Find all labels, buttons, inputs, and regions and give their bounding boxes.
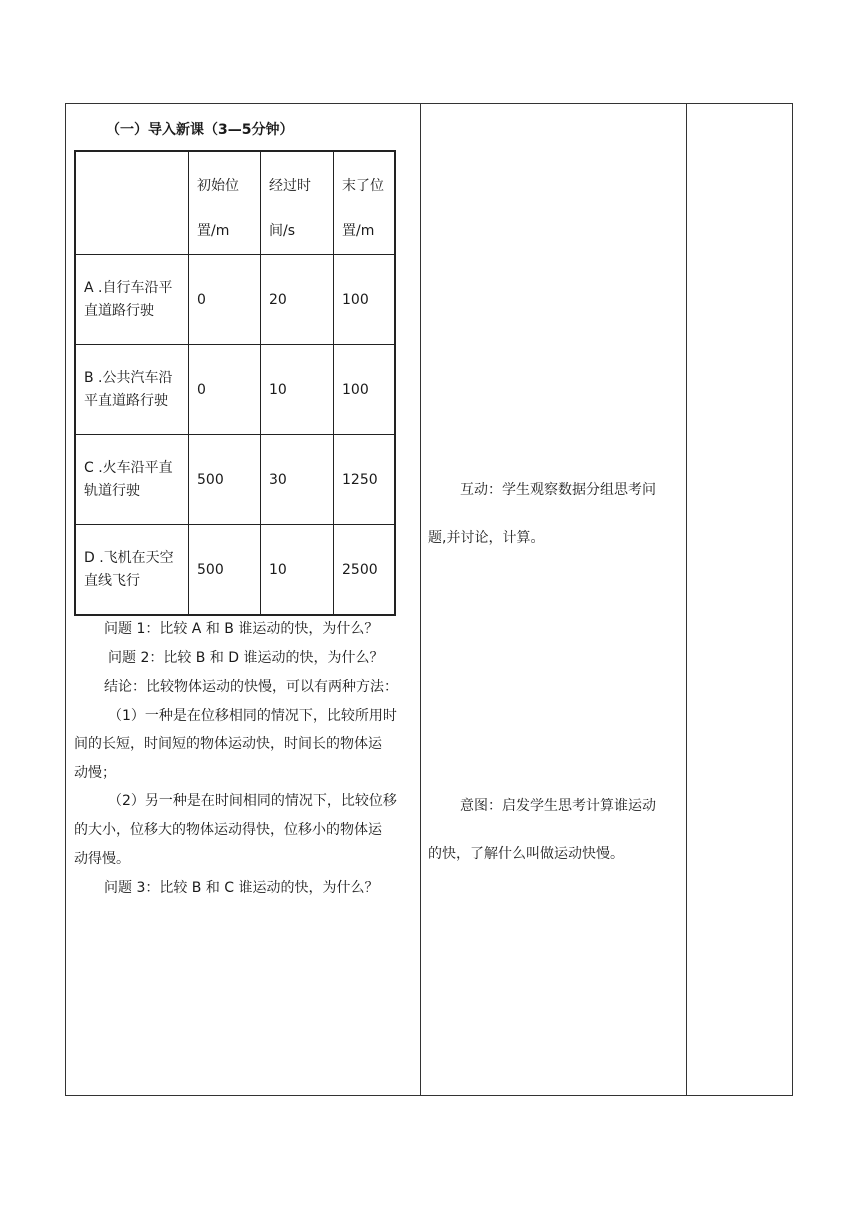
end-position-cell: 100 (334, 255, 396, 345)
interaction-note-line: 题,并讨论，计算。 (428, 530, 545, 546)
table-row (75, 345, 395, 435)
conclusion-text: 结论：比较物体运动的快慢，可以有两种方法： (104, 679, 398, 695)
header-cell: 经过时间/s (261, 151, 334, 255)
column-divider (686, 104, 687, 1095)
table-row (75, 525, 395, 616)
elapsed-time-cell: 10 (261, 345, 334, 435)
row-label: A .自行车沿平直道路行驶 (75, 255, 189, 345)
question-1: 问题 1：比较 A 和 B 谁运动的快，为什么？ (104, 621, 379, 637)
section-heading: （一）导入新课（3—5分钟） (106, 122, 294, 138)
method-2-line: （2）另一种是在时间相同的情况下，比较位移 (108, 793, 397, 809)
row-label: D .飞机在天空直线飞行 (75, 525, 189, 616)
method-1-line: （1）一种是在位移相同的情况下，比较所用时 (108, 708, 397, 724)
method-2-line: 动得慢。 (74, 851, 130, 867)
interaction-note-line: 互动：学生观察数据分组思考问 (460, 482, 656, 498)
end-position-cell: 1250 (334, 435, 396, 525)
row-label: B .公共汽车沿平直道路行驶 (75, 345, 189, 435)
end-position-cell: 100 (334, 345, 396, 435)
table-row (75, 255, 395, 345)
method-2-line: 的大小，位移大的物体运动得快，位移小的物体运 (74, 822, 382, 838)
column-divider (420, 104, 421, 1095)
question-2: 问题 2：比较 B 和 D 谁运动的快，为什么？ (108, 650, 384, 666)
lesson-plan-table (65, 103, 793, 1096)
method-1-line: 间的长短，时间短的物体运动快，时间长的物体运 (74, 736, 382, 752)
elapsed-time-cell: 20 (261, 255, 334, 345)
header-cell (75, 151, 189, 255)
start-position-cell: 0 (189, 345, 261, 435)
start-position-cell: 500 (189, 435, 261, 525)
table-row (75, 435, 395, 525)
intent-note-line: 的快，了解什么叫做运动快慢。 (428, 846, 624, 862)
table-header-row (75, 151, 395, 255)
end-position-cell: 2500 (334, 525, 396, 616)
start-position-cell: 500 (189, 525, 261, 616)
header-cell: 初始位置/m (189, 151, 261, 255)
elapsed-time-cell: 10 (261, 525, 334, 616)
header-cell: 末了位置/m (334, 151, 396, 255)
start-position-cell: 0 (189, 255, 261, 345)
question-3: 问题 3：比较 B 和 C 谁运动的快，为什么？ (104, 880, 379, 896)
motion-data-table (74, 150, 396, 616)
intent-note-line: 意图：启发学生思考计算谁运动 (460, 798, 656, 814)
row-label: C .火车沿平直轨道行驶 (75, 435, 189, 525)
method-1-line: 动慢； (74, 765, 116, 781)
elapsed-time-cell: 30 (261, 435, 334, 525)
